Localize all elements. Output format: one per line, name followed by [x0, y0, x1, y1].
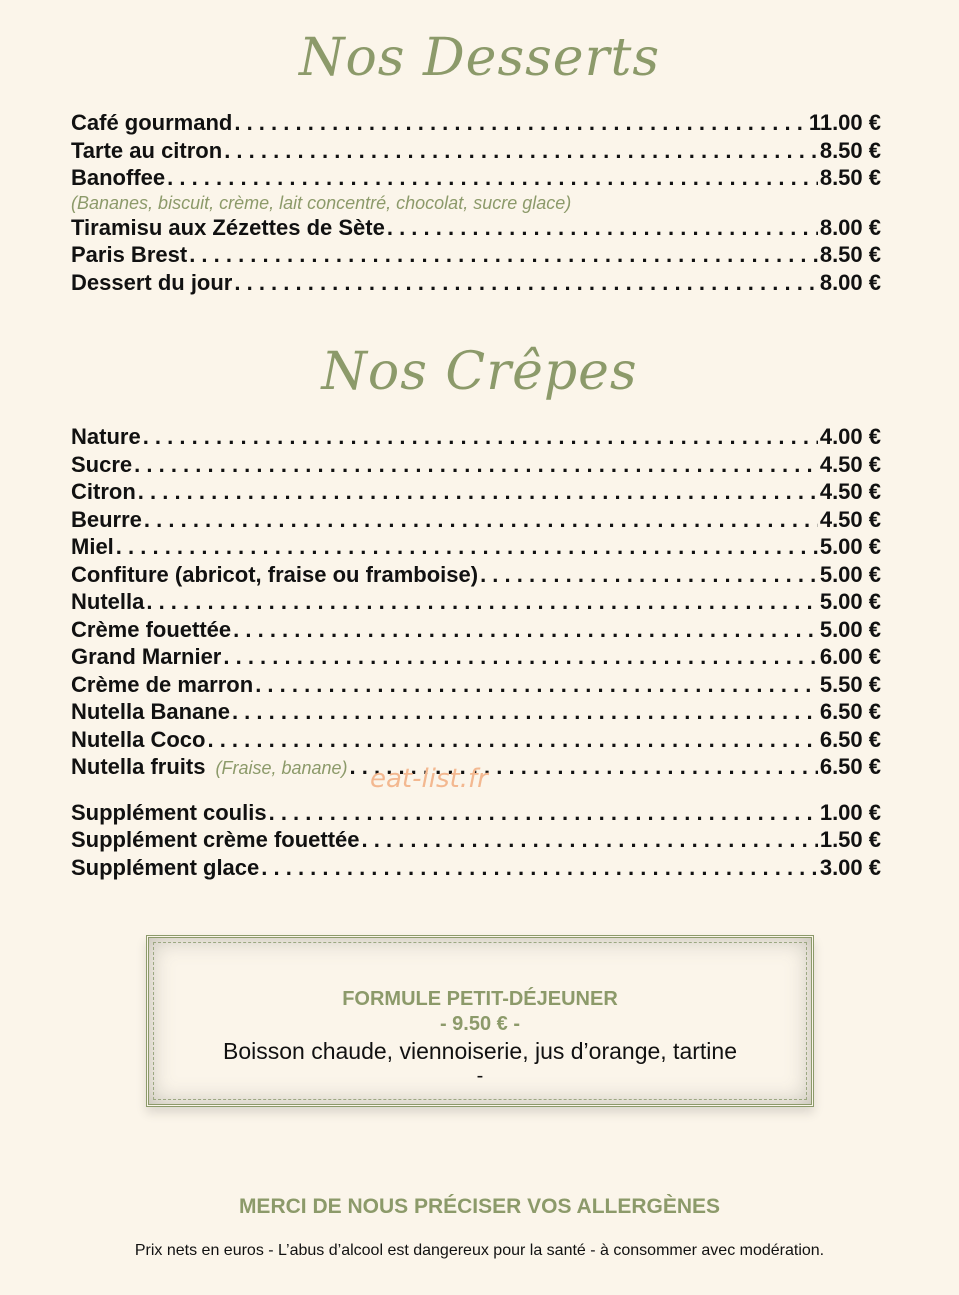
menu-item	[71, 616, 881, 644]
menu-item	[71, 506, 881, 534]
item-name: Nutella	[71, 589, 145, 614]
dot-leader	[480, 561, 818, 589]
item-name: Confiture (abricot, fraise ou framboise)	[71, 561, 479, 587]
item-price: 8.50 €	[819, 242, 881, 267]
item-price: 5.00 €	[819, 561, 881, 587]
formula-dash: -	[476, 1065, 484, 1087]
item-price: 6.50 €	[819, 754, 881, 779]
item-name: Supplément crème fouettée	[71, 827, 360, 852]
item-price: 6.50 €	[819, 699, 881, 724]
item-price: 1.50 €	[819, 827, 881, 852]
item-price: 4.50 €	[819, 451, 881, 477]
item-price: 11.00 €	[808, 110, 881, 135]
item-name: Dessert du jour	[71, 269, 233, 295]
item-price: 3.00 €	[819, 854, 881, 880]
item-price: 8.50 €	[819, 165, 881, 190]
formula-price: - 9.50 € -	[439, 1013, 521, 1035]
dot-leader	[387, 214, 818, 242]
menu-item	[71, 109, 881, 137]
menu-item	[71, 726, 881, 754]
menu-item	[71, 478, 881, 506]
dot-leader	[146, 588, 817, 616]
item-name: Crème fouettée	[71, 616, 232, 642]
menu-item	[71, 533, 881, 561]
item-name: Nutella Coco	[71, 726, 206, 752]
item-price: 4.50 €	[819, 479, 881, 504]
dot-leader	[143, 423, 818, 451]
supplement-item	[71, 826, 881, 854]
item-price: 8.00 €	[819, 214, 881, 240]
formula-title: FORMULE PETIT-DÉJEUNER	[342, 988, 618, 1010]
item-price: 1.00 €	[819, 799, 881, 825]
item-description: (Bananes, biscuit, crème, lait concentré, chocolat, sucre glace)	[71, 192, 572, 213]
formula-description: Boisson chaude, viennoiserie, jus d’orange, tartine	[223, 1038, 737, 1064]
dot-leader	[224, 137, 818, 165]
item-name: Supplément glace	[71, 854, 260, 880]
item-name: Nature	[71, 424, 141, 449]
dot-leader	[232, 698, 818, 726]
dot-leader	[116, 533, 818, 561]
dot-leader	[233, 616, 818, 644]
desserts-title: Nos Desserts	[298, 28, 661, 88]
menu-item	[71, 269, 881, 297]
dot-leader	[144, 506, 818, 534]
desserts-menu	[71, 109, 881, 296]
item-price: 4.00 €	[819, 424, 881, 449]
item-name: Café gourmand	[71, 110, 233, 135]
crepes-menu	[71, 423, 881, 881]
item-name: Tiramisu aux Zézettes de Sète	[71, 214, 385, 240]
menu-item	[71, 451, 881, 479]
item-price: 5.00 €	[819, 616, 881, 642]
dot-leader	[362, 826, 818, 854]
item-name: Beurre	[71, 506, 142, 532]
item-price: 6.50 €	[819, 726, 881, 752]
dot-leader	[223, 643, 817, 671]
item-price: 8.50 €	[819, 137, 881, 163]
menu-item	[71, 164, 881, 192]
dot-leader	[234, 109, 806, 137]
menu-item	[71, 423, 881, 451]
allergens-notice: MERCI DE NOUS PRÉCISER VOS ALLERGÈNES	[238, 1195, 721, 1218]
menu-item	[71, 643, 881, 671]
item-name: Paris Brest	[71, 242, 188, 267]
dot-leader	[234, 269, 817, 297]
menu-item	[71, 214, 881, 242]
item-name: Sucre	[71, 451, 133, 477]
dot-leader	[134, 451, 818, 479]
item-price: 6.00 €	[819, 644, 881, 669]
watermark: eat-list.fr	[370, 764, 488, 794]
item-name: Banoffee	[71, 165, 166, 190]
menu-item	[71, 561, 881, 589]
dot-leader	[167, 164, 818, 192]
dot-leader	[189, 241, 818, 269]
menu-item	[71, 588, 881, 616]
footer-note: Prix nets en euros - L’abus d’alcool est dangereux pour la santé - à consommer avec modération.	[134, 1242, 825, 1259]
dot-leader	[255, 671, 818, 699]
item-name: Nutella Banane	[71, 699, 230, 724]
breakfast-formula-box	[146, 935, 814, 1107]
item-price: 4.50 €	[819, 506, 881, 532]
menu-item	[71, 137, 881, 165]
supplement-item	[71, 799, 881, 827]
item-name: Crème de marron	[71, 671, 254, 697]
menu-item	[71, 671, 881, 699]
dot-leader	[138, 478, 818, 506]
item-name: Supplément coulis	[71, 799, 267, 825]
crepes-title: Nos Crêpes	[321, 342, 638, 402]
menu-item	[71, 698, 881, 726]
supplement-item	[71, 854, 881, 882]
menu-item	[71, 241, 881, 269]
item-price: 8.00 €	[819, 269, 881, 295]
item-name: Citron	[71, 479, 136, 504]
dot-leader	[207, 726, 817, 754]
item-name: Tarte au citron	[71, 137, 223, 163]
item-name: Grand Marnier	[71, 644, 222, 669]
item-name: Nutella fruits	[71, 754, 206, 779]
dot-leader	[261, 854, 818, 882]
item-name: Miel	[71, 534, 114, 559]
item-price: 5.00 €	[819, 534, 881, 559]
item-price: 5.50 €	[819, 671, 881, 697]
item-note: (Fraise, banane)	[215, 758, 348, 778]
item-price: 5.00 €	[819, 589, 881, 614]
dot-leader	[269, 799, 818, 827]
